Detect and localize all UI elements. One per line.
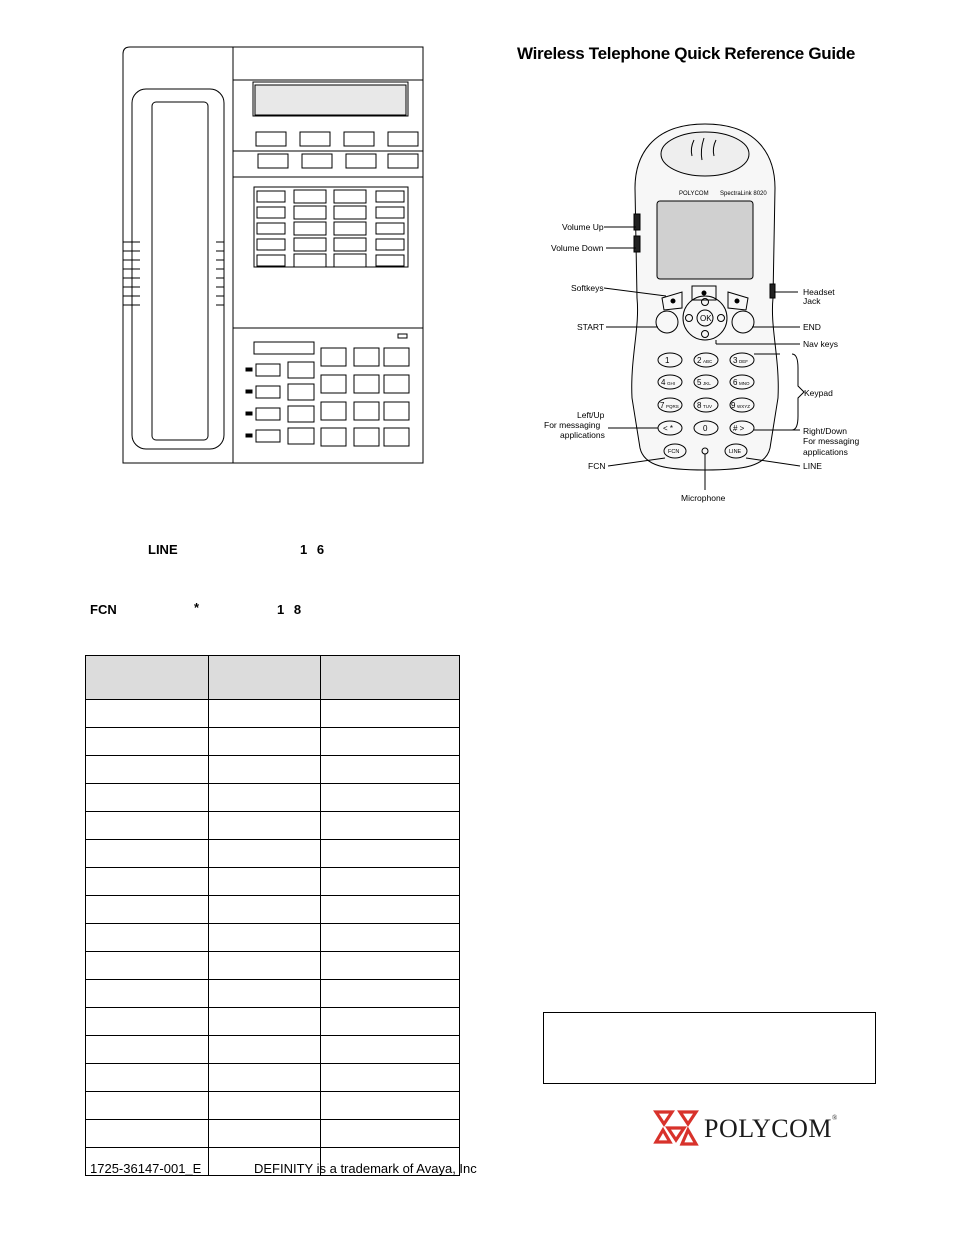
key-5: 5 — [697, 378, 702, 387]
table-cell — [208, 812, 321, 840]
table-cell — [208, 868, 321, 896]
table-cell — [86, 784, 209, 812]
callout-left-up — [577, 410, 604, 420]
table-row — [86, 896, 460, 924]
table-row — [86, 924, 460, 952]
table-cell — [321, 1092, 460, 1120]
table-cell — [86, 1064, 209, 1092]
table-cell — [321, 728, 460, 756]
callout-softkeys: Softkeys — [571, 283, 604, 293]
table-row — [86, 784, 460, 812]
table-cell — [321, 896, 460, 924]
ok-key-label: OK — [700, 314, 712, 323]
table-cell — [208, 1092, 321, 1120]
key-7: 7 — [660, 401, 665, 410]
table-cell — [86, 1120, 209, 1148]
key-3-letters: DEF — [739, 359, 748, 364]
table-header-cell — [208, 656, 321, 700]
key-2-letters: ABC — [703, 359, 713, 364]
table-cell — [86, 980, 209, 1008]
table-cell — [321, 840, 460, 868]
key-7-letters: PQRS — [666, 404, 679, 409]
fcn-range-text: 1 8 — [277, 602, 305, 617]
table-row — [86, 840, 460, 868]
polycom-triangles-logo-icon — [652, 1104, 700, 1152]
callout-keypad: Keypad — [804, 388, 833, 398]
table-cell — [86, 868, 209, 896]
table-header-row — [86, 656, 460, 700]
callout-right-down-line1: Right/Down — [803, 426, 847, 436]
table-cell — [86, 812, 209, 840]
polycom-logo-word: POLYCOM — [704, 1114, 833, 1143]
callout-right-down-line2: For messaging — [803, 436, 860, 446]
table-cell — [321, 868, 460, 896]
table-cell — [208, 756, 321, 784]
table-cell — [86, 1008, 209, 1036]
callout-fcn: FCN — [588, 461, 606, 471]
callout-end: END — [803, 322, 821, 332]
table-cell — [321, 1064, 460, 1092]
table-cell — [208, 1036, 321, 1064]
table-cell — [321, 812, 460, 840]
table-row — [86, 868, 460, 896]
fcn-key-label: FCN — [668, 449, 680, 455]
table-row — [86, 756, 460, 784]
table-row — [86, 1120, 460, 1148]
trademark-notice: DEFINITY is a trademark of Avaya, Inc — [254, 1161, 477, 1176]
callout-volume-up: Volume Up — [562, 222, 604, 232]
table-cell — [208, 1008, 321, 1036]
table-row — [86, 812, 460, 840]
handset-brand-text: POLYCOM — [679, 191, 709, 197]
table-cell — [208, 700, 321, 728]
callout-line: LINE — [803, 461, 822, 471]
line-key-label: LINE — [729, 449, 742, 455]
key-8: 8 — [697, 401, 702, 410]
table-cell — [86, 1092, 209, 1120]
page-title: Wireless Telephone Quick Reference Guide — [517, 44, 856, 63]
table-cell — [208, 840, 321, 868]
table-cell — [86, 840, 209, 868]
table-header-cell — [321, 656, 460, 700]
note-box — [543, 1012, 876, 1084]
key-6: 6 — [733, 378, 738, 387]
table-row — [86, 728, 460, 756]
table-row — [86, 1008, 460, 1036]
table-cell — [321, 1120, 460, 1148]
key-star: < * — [663, 424, 674, 433]
callout-headset-line1: Headset — [803, 287, 835, 297]
table-cell — [321, 784, 460, 812]
table-cell — [208, 728, 321, 756]
key-2: 2 — [697, 356, 702, 365]
key-0: 0 — [703, 424, 708, 433]
table-cell — [86, 1036, 209, 1064]
table-cell — [208, 784, 321, 812]
star-text: * — [194, 600, 200, 615]
table-cell — [86, 896, 209, 924]
table-row — [86, 1092, 460, 1120]
callout-right-down-line3: applications — [803, 447, 848, 457]
desk-phone-drawing-icon — [118, 44, 430, 466]
key-9-letters: WXYZ — [737, 404, 750, 409]
polycom-logo-text — [704, 1114, 838, 1144]
table-cell — [86, 952, 209, 980]
key-1: 1 — [665, 356, 670, 365]
key-5-letters: JKL — [703, 381, 711, 386]
table-cell — [208, 1120, 321, 1148]
table-row — [86, 700, 460, 728]
table-cell — [321, 980, 460, 1008]
callout-start: START — [577, 322, 605, 332]
callout-microphone: Microphone — [681, 493, 726, 503]
table-cell — [86, 700, 209, 728]
table-cell — [321, 700, 460, 728]
key-9: 9 — [731, 401, 736, 410]
registered-mark: ® — [832, 1114, 838, 1122]
table-row — [86, 1036, 460, 1064]
table-row — [86, 980, 460, 1008]
table-cell — [321, 756, 460, 784]
key-pound: # > — [733, 424, 745, 433]
table-cell — [208, 980, 321, 1008]
key-6-letters: MNO — [739, 381, 750, 386]
table-cell — [321, 952, 460, 980]
table-cell — [86, 924, 209, 952]
callout-left-up-line2: For messaging — [544, 420, 601, 430]
callout-left-up-line1: Left/Up — [577, 410, 605, 420]
table-cell — [86, 756, 209, 784]
callout-left-up-line3: applications — [560, 430, 605, 440]
key-8-letters: TUV — [703, 404, 712, 409]
table-row — [86, 952, 460, 980]
table-cell — [208, 952, 321, 980]
table-cell — [321, 1008, 460, 1036]
polycom-logo — [652, 1104, 862, 1152]
table-cell — [208, 896, 321, 924]
table-row — [86, 1064, 460, 1092]
callout-volume-down: Volume Down — [551, 243, 604, 253]
table-header-cell — [86, 656, 209, 700]
key-4-letters: GHI — [667, 381, 676, 386]
line-range-text: 1 6 — [300, 542, 328, 557]
callout-headset-line2: Jack — [803, 296, 821, 306]
reference-table — [85, 655, 460, 1176]
table-cell — [321, 1036, 460, 1064]
line-key-text: LINE — [148, 542, 178, 557]
table-cell — [321, 924, 460, 952]
table-cell — [208, 924, 321, 952]
callout-nav-keys: Nav keys — [803, 339, 838, 349]
key-3: 3 — [733, 356, 738, 365]
doc-number: 1725-36147-001_E — [90, 1161, 202, 1176]
table-cell — [86, 728, 209, 756]
fcn-key-text: FCN — [90, 602, 117, 617]
key-4: 4 — [661, 378, 666, 387]
table-cell — [208, 1064, 321, 1092]
handset-model-text: SpectraLink 8020 — [720, 191, 767, 197]
